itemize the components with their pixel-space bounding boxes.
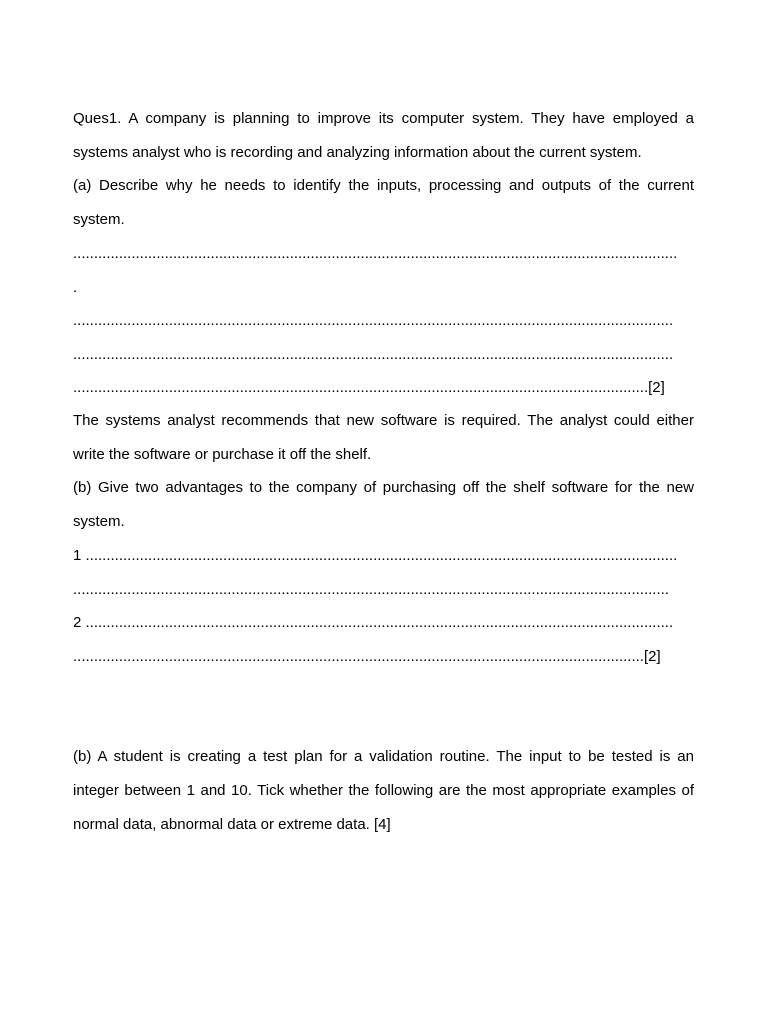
context-line-2: write the software or purchase it off the shelf.	[73, 446, 372, 463]
answer-a-line-3: ................................................................................................................................................	[73, 346, 674, 363]
answer-a-line-2: ................................................................................................................................................	[73, 312, 674, 329]
question-intro-line-2: systems analyst who is recording and analyzing information about the current system.	[73, 144, 642, 161]
answer-b-item-2-marks: .........................................................................................................................................[2]	[73, 648, 661, 665]
part-a-prompt-line-1: (a) Describe why he needs to identify the inputs, processing and outputs of the current	[73, 177, 694, 194]
answer-b-item-2: 2 .............................................................................................................................................	[73, 614, 674, 631]
answer-a-line-1-continuation: .	[73, 279, 78, 296]
part-b-prompt-line-2: system.	[73, 513, 125, 530]
part-b-prompt-line-1: (b) Give two advantages to the company of purchasing off the shelf software for the new	[73, 479, 694, 496]
part-b2-prompt-line-2: integer between 1 and 10. Tick whether the following are the most appropriate examples of	[73, 782, 694, 799]
answer-a-line-1: .................................................................................................................................................	[73, 245, 678, 262]
part-b2-prompt-line-3: normal data, abnormal data or extreme data. [4]	[73, 816, 391, 833]
part-a-prompt-line-2: system.	[73, 211, 125, 228]
context-line-1: The systems analyst recommends that new software is required. The analyst could either	[73, 412, 694, 429]
answer-a-line-4-marks: ..........................................................................................................................................[2]	[73, 379, 665, 396]
answer-b-item-1: 1 ..............................................................................................................................................	[73, 547, 678, 564]
answer-b-item-1-continuation: ...............................................................................................................................................	[73, 581, 669, 598]
question-intro-line-1: Ques1. A company is planning to improve its computer system. They have employed a	[73, 110, 694, 127]
part-b2-prompt-line-1: (b) A student is creating a test plan for a validation routine. The input to be tested is an	[73, 748, 694, 765]
